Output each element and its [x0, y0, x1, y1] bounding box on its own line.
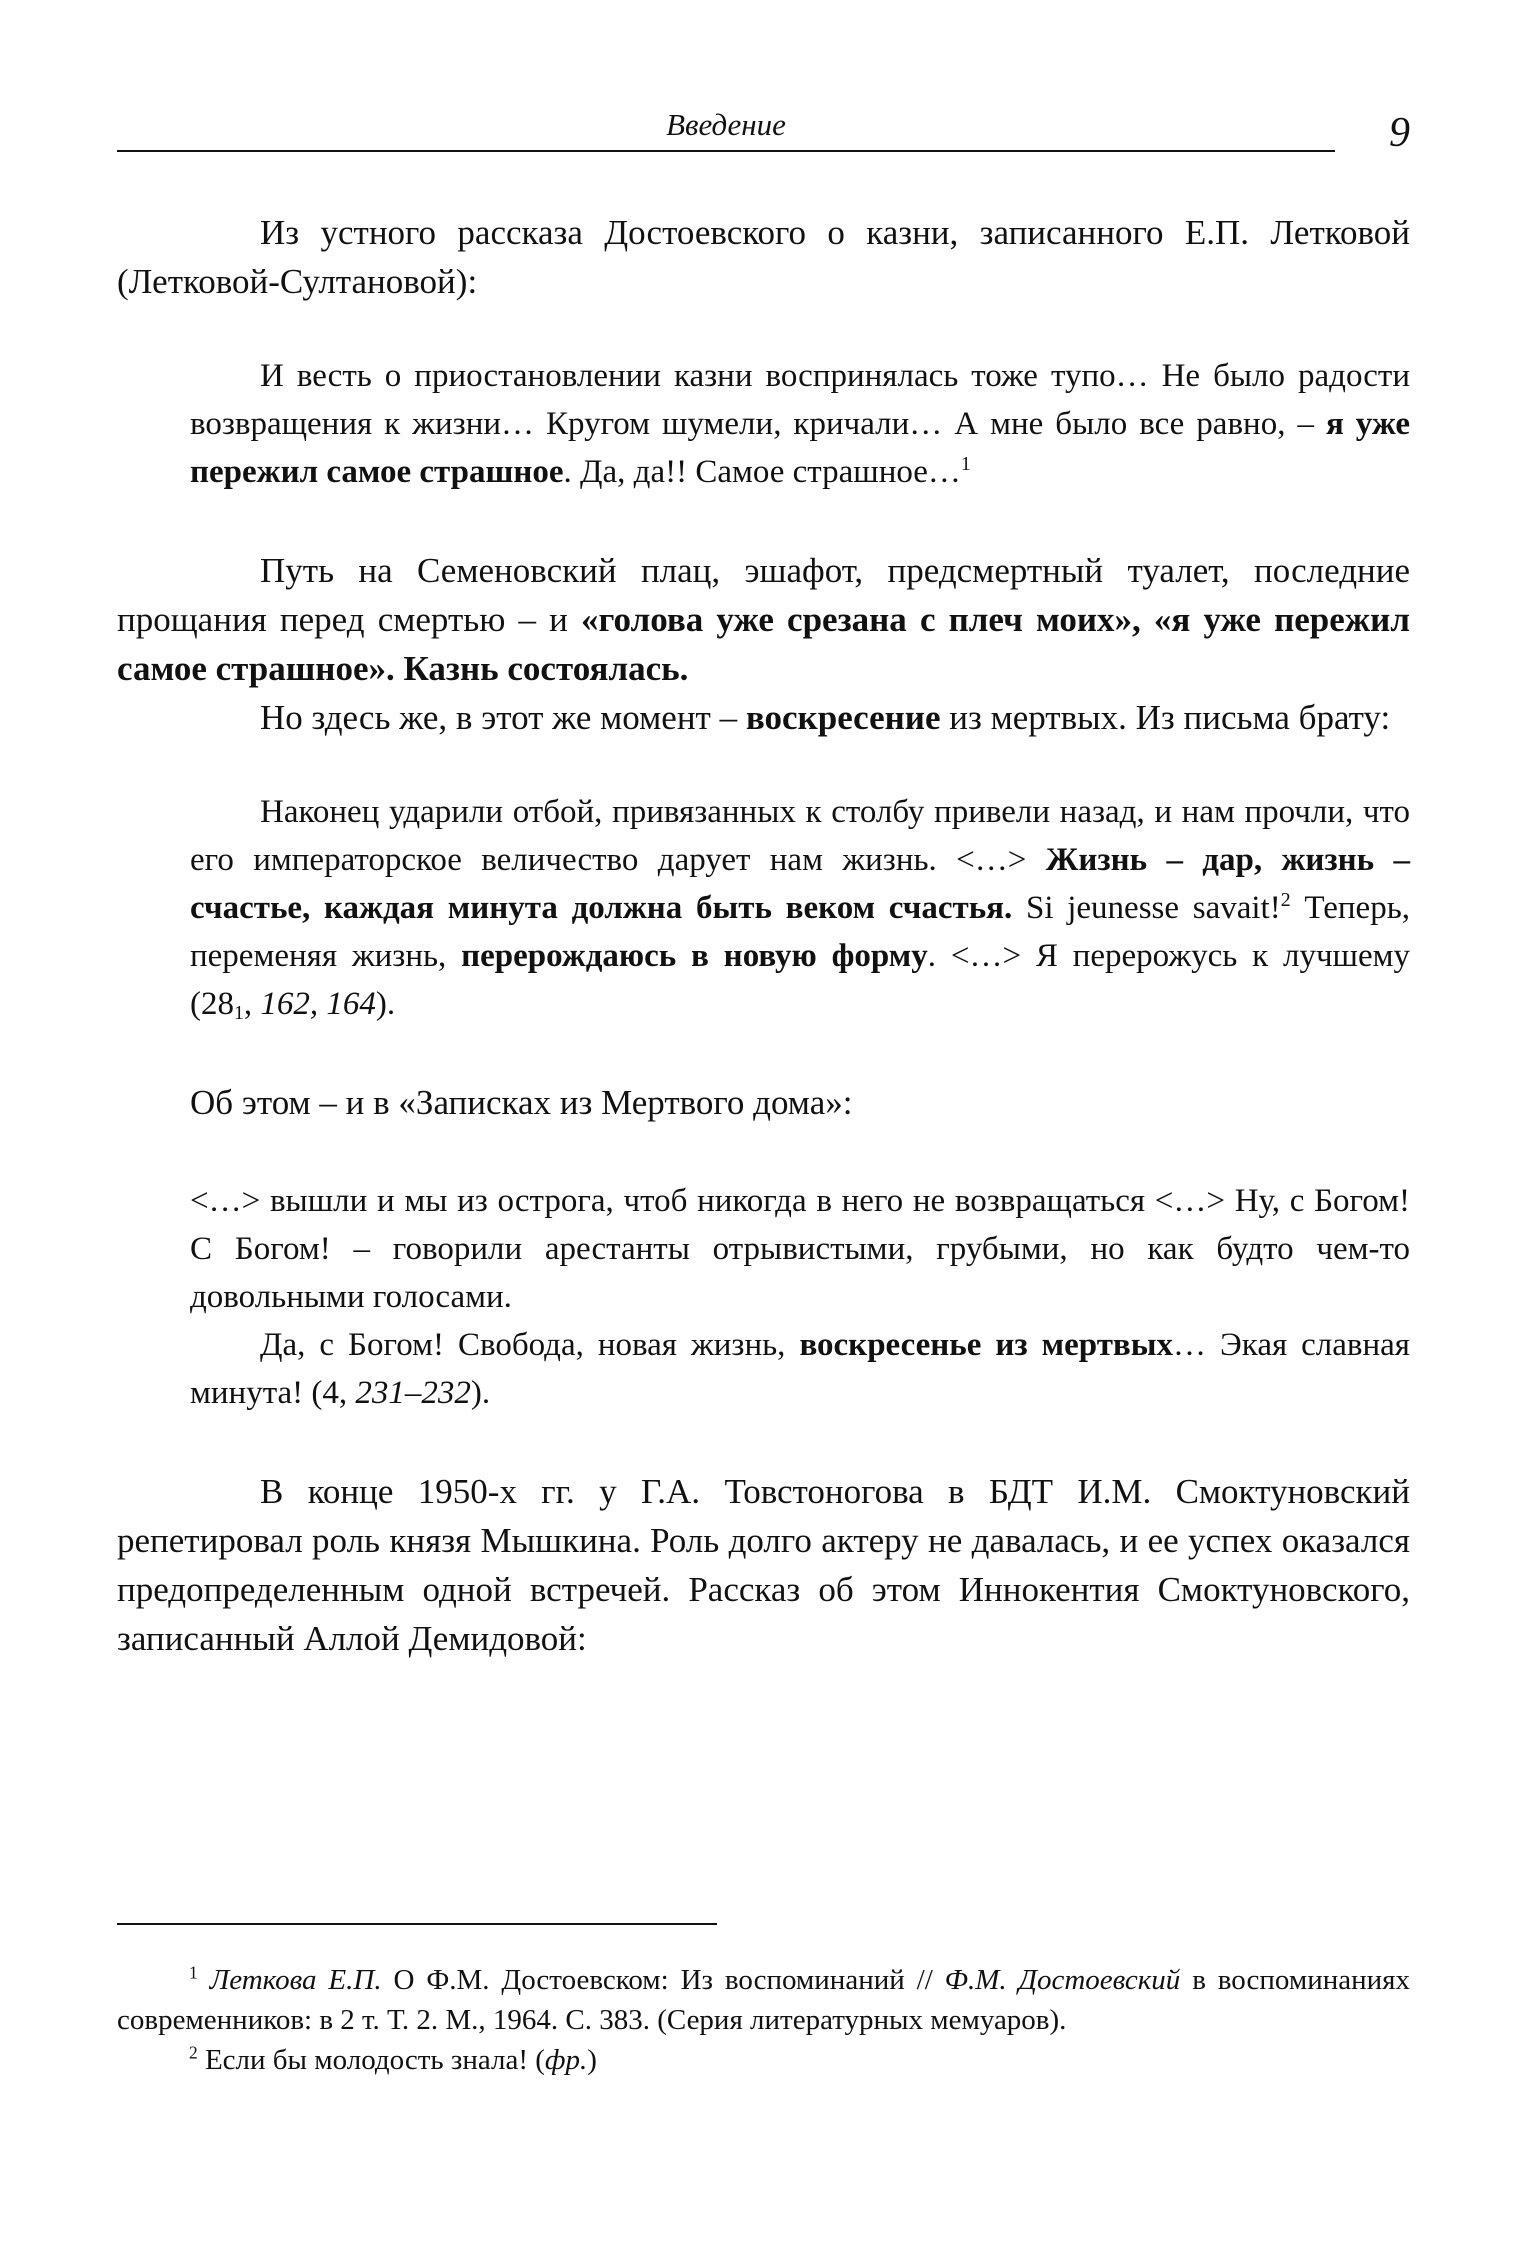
running-title: Введение: [666, 107, 786, 142]
running-header: [117, 103, 1410, 159]
quote-2-text: Наконец ударили отбой, привязанных к столбу привели назад, и нам прочли, что его императорское величество дарует нам жизнь. <…> Жизнь – дар, жизнь – счастье, каждая минута должна быть веком счастья. Si jeunesse savait!$^2$ Теперь, переменяя жизнь, перерождаюсь в новую форму. <…> Я перерожусь к лучшему ($28_1$, 162, 164).: [190, 794, 1411, 1024]
paragraph-3: Но здесь же, в этот же момент – воскресение из мертвых. Из письма брату:: [260, 698, 1391, 737]
quote-1: [190, 352, 1410, 496]
footnotes: [117, 1960, 1410, 2080]
paragraph-5: В конце 1950-х гг. у Г.А. Товстоногова в БДТ И.М. Смоктуновский репетировал роль князя Мышкина. Роль долго актеру не давалась, и ее успех оказался предопределенным одной встречей. Рассказ об этом Иннокентия Смоктуновского, записанный Аллой Демидовой:: [117, 1472, 1410, 1658]
paragraph-4: Об этом – и в «Записках из Мертвого дома»:: [190, 1083, 853, 1122]
header-rule: [117, 150, 1335, 152]
main-text: [117, 208, 1410, 1663]
paragraph-2: Путь на Семеновский плац, эшафот, предсмертный туалет, последние прощания перед смертью – и «голова уже срезана с плеч моих», «я уже пережил самое страшное». Казнь состоялась.: [117, 551, 1410, 688]
footnote-ref-2: 2: [1280, 889, 1291, 912]
quote-1-text: И весть о приостановлении казни воспринялась тоже тупо… Не было радости возвращения к жизни… Кругом шумели, кричали… А мне было все равно, – я уже пережил самое страшное. Да, да!! Самое страшное…$^1$: [190, 358, 1411, 490]
quote-3-para-2: Да, с Богом! Свобода, новая жизнь, воскресенье из мертвых… Экая славная минута! (4, 231–232).: [190, 1327, 1410, 1411]
quote-3: [190, 1177, 1410, 1417]
quote-2: [190, 788, 1410, 1028]
paragraph-1: Из устного рассказа Достоевского о казни, записанного Е.П. Летковой (Летковой-Султановой):: [117, 213, 1410, 301]
quote-3-para-1: <…> вышли и мы из острога, чтоб никогда в него не возвращаться <…> Ну, с Богом! С Богом! – говорили арестанты отрывистыми, грубыми, но как будто чем-то довольными голосами.: [190, 1183, 1410, 1315]
footnote-2: $^2$ Если бы молодость знала! (фр.): [189, 2042, 597, 2076]
footnote-rule: [117, 1923, 717, 1925]
footnote-ref-1: 1: [960, 453, 971, 476]
footnote-1: $^1$ Леткова Е.П. О Ф.М. Достоевском: Из воспоминаний // Ф.М. Достоевский в воспоминаниях современников: в 2 т. Т. 2. М., 1964. С. 383. (Серия литературных мемуаров).: [117, 1962, 1410, 2036]
page-number: 9: [1389, 110, 1410, 156]
